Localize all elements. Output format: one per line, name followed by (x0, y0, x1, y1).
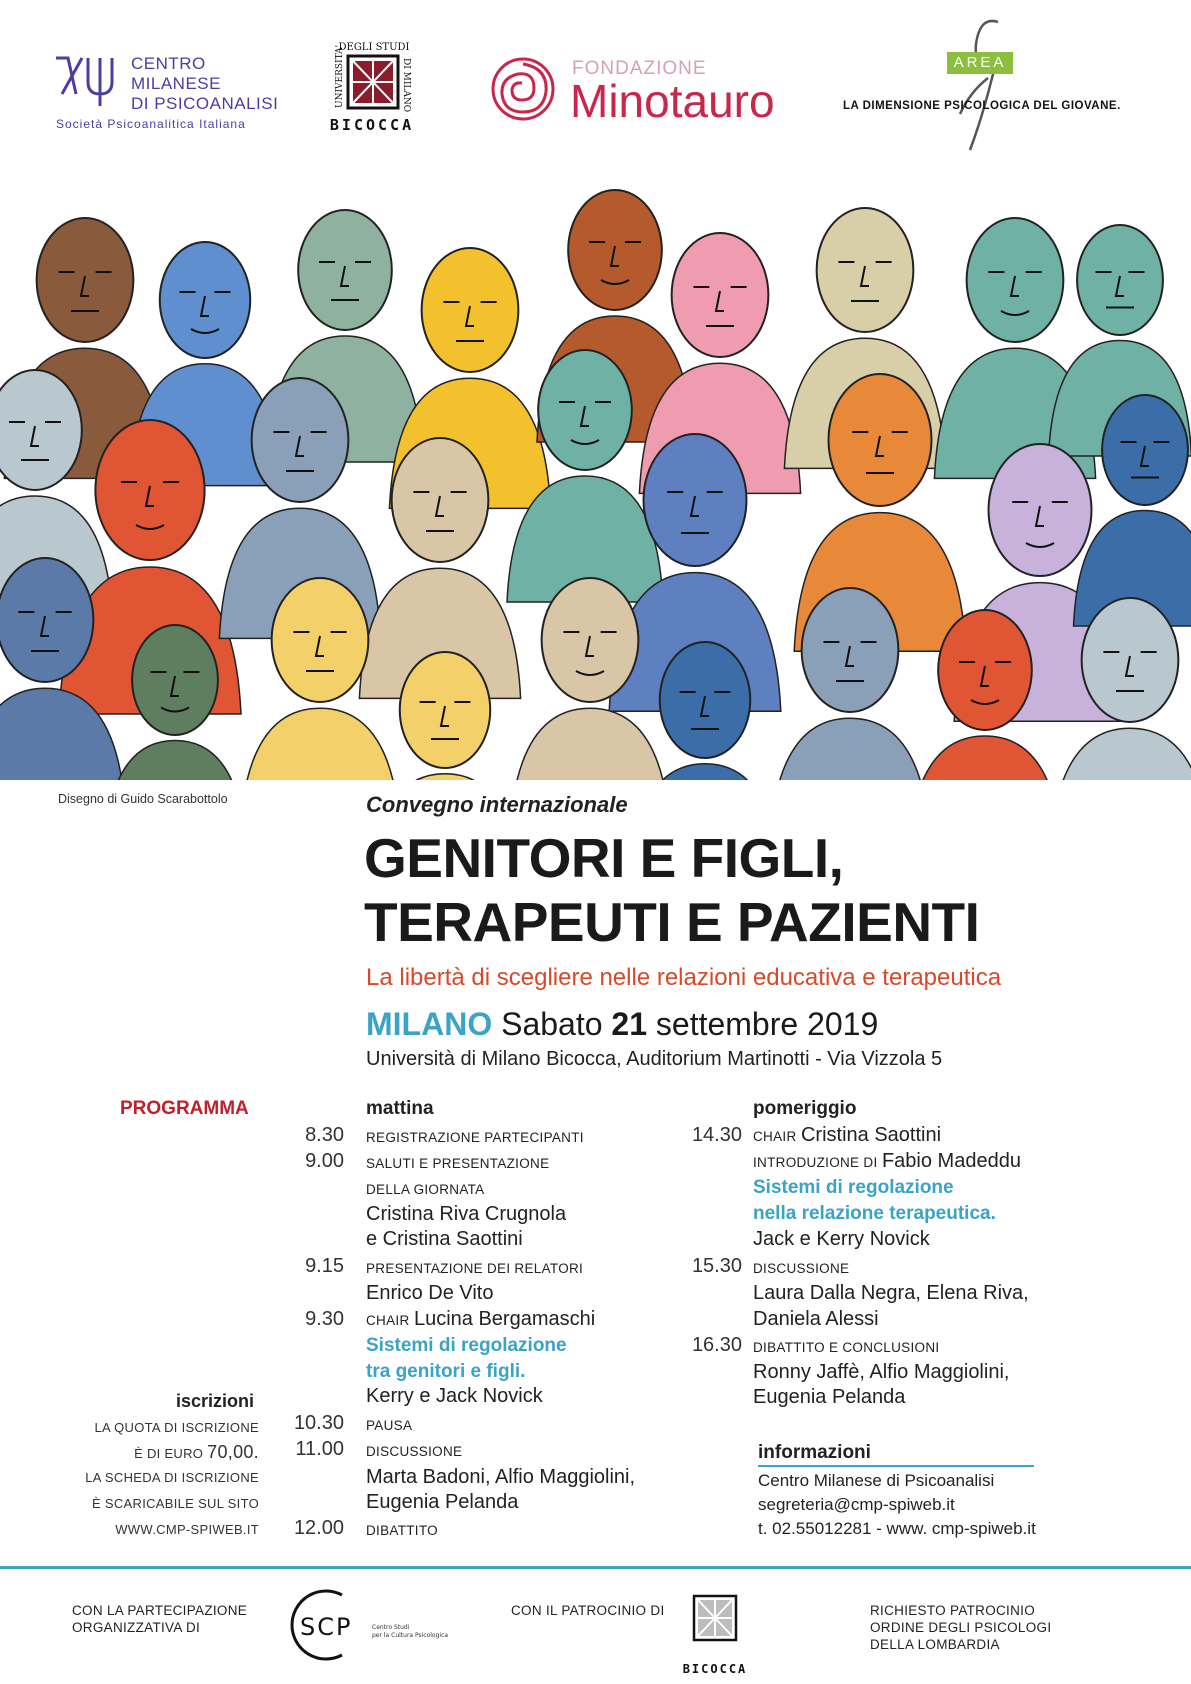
bicocca-word: BICOCCA (329, 116, 415, 134)
cmp-name (131, 54, 278, 114)
faces-illustration (0, 160, 1191, 780)
event-title-line-1: GENITORI E FIGLI, (364, 827, 844, 889)
afternoon-speaker: Laura Dalla Negra, Elena Riva, (753, 1282, 1029, 1304)
event-subtitle: La libertà di scegliere nelle relazioni educativa e terapeutica (366, 964, 1002, 991)
morning-speaker: Marta Badoni, Alfio Maggiolini, (366, 1466, 636, 1488)
morning-time: 10.30 (293, 1412, 344, 1434)
afternoon-heading: pomeriggio (753, 1098, 857, 1119)
morning-talk-title: tra genitori e figli. (366, 1361, 526, 1382)
afternoon-speaker: Jack e Kerry Novick (753, 1228, 930, 1250)
event-weekday: Sabato (501, 1006, 603, 1042)
morning-talk-title: Sistemi di regolazione (366, 1335, 567, 1356)
afternoon-intro-label: INTRODUZIONE DI (753, 1155, 878, 1170)
morning-time: 9.15 (305, 1255, 344, 1277)
morning-chair-label: CHAIR (366, 1313, 410, 1328)
afternoon-item: DIBATTITO E CONCLUSIONI (753, 1340, 940, 1355)
morning-item: REGISTRAZIONE PARTECIPANTI (366, 1130, 584, 1145)
event-city: MILANO (366, 1006, 493, 1042)
morning-speaker: e Cristina Saottini (366, 1228, 523, 1250)
event-dateline (366, 1006, 878, 1043)
event-title-line-2: TERAPEUTI E PAZIENTI (364, 891, 980, 953)
bicocca-arc-text: DEGLI STUDI (338, 42, 410, 53)
iscrizioni-website: WWW.CMP-SPIWEB.IT (115, 1522, 259, 1537)
footer-richiesto-line-3: DELLA LOMBARDIA (870, 1637, 1000, 1652)
iscrizioni-heading: iscrizioni (176, 1391, 255, 1411)
footer-divider (0, 1566, 1191, 1569)
informazioni-heading: informazioni (758, 1442, 871, 1463)
afternoon-intro-name: Fabio Madeddu (881, 1150, 1021, 1172)
bicocca-footer-word: BICOCCA (682, 1662, 748, 1676)
afternoon-talk-title: Sistemi di regolazione (753, 1177, 954, 1198)
afternoon-time: 14.30 (691, 1124, 742, 1146)
minotauro-small-text: FONDAZIONE (572, 58, 707, 79)
footer-richiesto-line-2: ORDINE DEGLI PSICOLOGI (870, 1620, 1052, 1635)
minotauro-big-text: Minotauro (570, 75, 775, 127)
cmp-subtitle: Società Psicoanalitica Italiana (56, 117, 246, 131)
afternoon-chair-label: CHAIR (753, 1129, 797, 1144)
event-day: 21 (611, 1006, 647, 1042)
cmp-monogram-icon (52, 54, 116, 110)
iscrizioni-fee-line (134, 1442, 259, 1463)
afternoon-chair-row (753, 1124, 941, 1147)
footer-richiesto-line-1: RICHIESTO PATROCINIO (870, 1603, 1036, 1618)
footer-partecipazione (72, 1602, 247, 1636)
morning-time: 11.00 (295, 1438, 344, 1460)
event-kicker: Convegno internazionale (366, 792, 628, 817)
morning-item: DIBATTITO (366, 1523, 438, 1538)
footer-partecipazione-line-1: CON LA PARTECIPAZIONE (72, 1603, 248, 1618)
afternoon-time: 15.30 (691, 1255, 742, 1277)
afternoon-speaker: Eugenia Pelanda (753, 1386, 906, 1408)
morning-chair-row (366, 1308, 595, 1331)
cmp-name-line-3: DI PSICOANALISI (131, 94, 279, 113)
event-title (364, 826, 979, 954)
bicocca-vertical-right-text: DI MILANO (401, 58, 411, 113)
morning-time: 9.00 (305, 1150, 344, 1172)
morning-item: DELLA GIORNATA (366, 1182, 485, 1197)
iscrizioni-fee-amount: 70,00. (207, 1442, 259, 1462)
iscrizioni-line: LA QUOTA DI ISCRIZIONE (94, 1420, 259, 1435)
afternoon-speaker: Daniela Alessi (753, 1308, 879, 1330)
event-month-year: settembre 2019 (655, 1006, 879, 1042)
informazioni-contacts: t. 02.55012281 - www. cmp-spiweb.it (758, 1519, 1036, 1538)
morning-speaker: Cristina Riva Crugnola (366, 1203, 567, 1225)
afternoon-item: DISCUSSIONE (753, 1261, 850, 1276)
illustration-credit: Disegno di Guido Scarabottolo (58, 792, 228, 806)
morning-time: 8.30 (305, 1124, 344, 1146)
informazioni-org: Centro Milanese di Psicoanalisi (758, 1471, 995, 1490)
cmp-name-line-2: MILANESE (131, 74, 221, 93)
afternoon-chair-name: Cristina Saottini (800, 1124, 942, 1146)
afternoon-time: 16.30 (691, 1334, 742, 1356)
footer-richiesto (870, 1602, 1051, 1653)
afternoon-speaker: Ronny Jaffè, Alfio Maggiolini, (753, 1361, 1010, 1383)
morning-item: DISCUSSIONE (366, 1444, 463, 1459)
morning-item: PRESENTAZIONE DEI RELATORI (366, 1261, 584, 1276)
area-badge: AREA (947, 52, 1013, 74)
morning-item: PAUSA (366, 1418, 413, 1433)
iscrizioni-line: È SCARICABILE SUL SITO (92, 1496, 259, 1511)
afternoon-intro-row (753, 1150, 1021, 1173)
iscrizioni-line: LA SCHEDA DI ISCRIZIONE (85, 1470, 259, 1485)
area-tagline: LA DIMENSIONE PSICOLOGICA DEL GIOVANE. (843, 100, 1121, 112)
afternoon-talk-title: nella relazione terapeutica. (753, 1203, 996, 1224)
morning-item: SALUTI E PRESENTAZIONE (366, 1156, 550, 1171)
minotauro-swirl-icon (488, 54, 558, 124)
bicocca-footer-seal-icon (676, 1584, 754, 1662)
footer-patrocinio: CON IL PATROCINIO DI (511, 1603, 665, 1618)
cmp-name-line-1: CENTRO (131, 54, 206, 73)
morning-time: 9.30 (305, 1308, 344, 1330)
morning-chair-name: Lucina Bergamaschi (413, 1308, 596, 1330)
cscp-small-line-1: Centro Studi (372, 1624, 410, 1631)
morning-speaker: Enrico De Vito (366, 1282, 494, 1304)
event-venue: Università di Milano Bicocca, Auditorium Martinotti - Via Vizzola 5 (366, 1048, 943, 1070)
informazioni-email: segreteria@cmp-spiweb.it (758, 1495, 955, 1514)
bicocca-vertical-left-text: UNIVERSITA' (335, 44, 345, 108)
program-label: PROGRAMMA (120, 1098, 249, 1119)
cscp-small-line-2: per la Cultura Psicologica (372, 1632, 449, 1639)
morning-speaker: Eugenia Pelanda (366, 1491, 519, 1513)
morning-speaker: Kerry e Jack Novick (366, 1385, 543, 1407)
area-g-swash-icon (940, 18, 1010, 158)
informazioni-rule (758, 1465, 1034, 1467)
footer-partecipazione-line-2: ORGANIZZATIVA DI (72, 1620, 201, 1635)
cscp-logo (280, 1585, 455, 1665)
cscp-letters: SCP (300, 1613, 353, 1641)
iscrizioni-fee-label: È DI EURO (134, 1446, 204, 1461)
morning-time: 12.00 (293, 1517, 344, 1539)
morning-heading: mattina (366, 1098, 434, 1119)
